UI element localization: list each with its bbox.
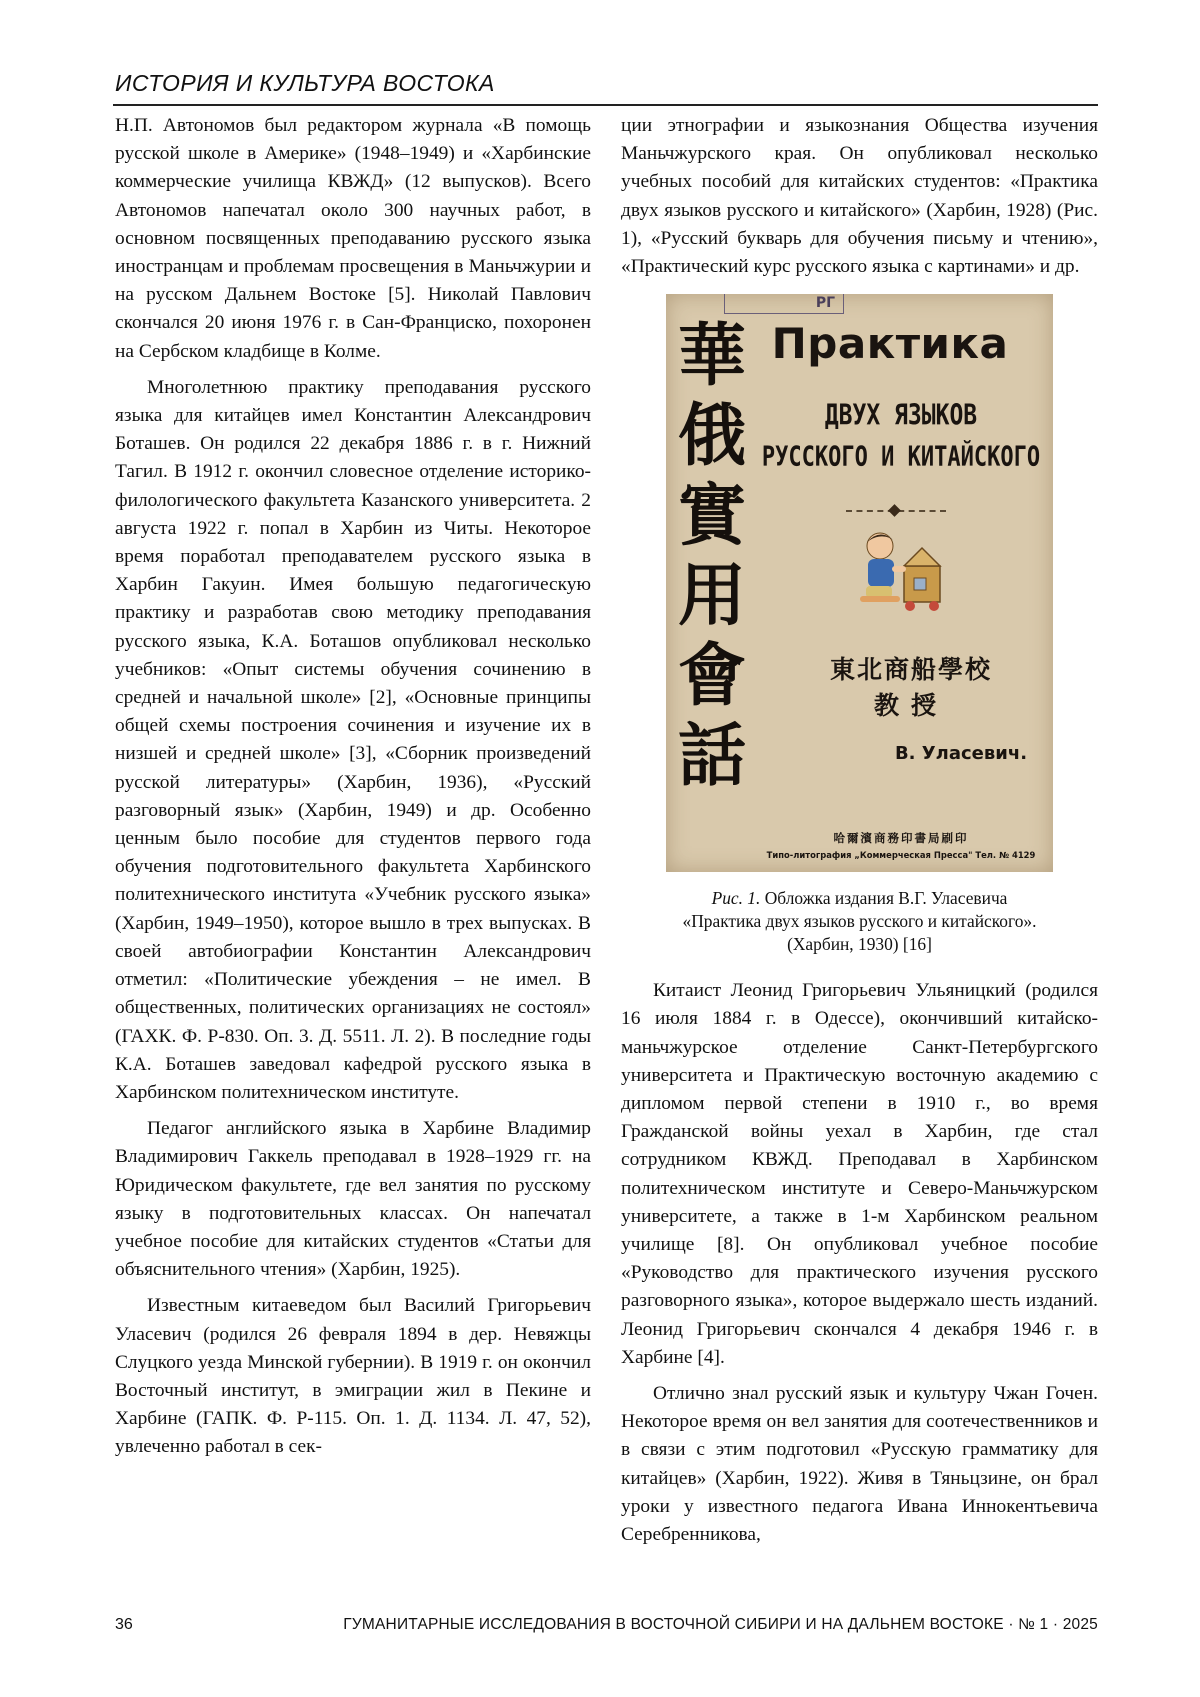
paragraph: ции этнографии и языкознания Общества изучения Маньчжурского края. Он опубликовал несколько учебных пособий для китайских студентов: «Практика двух языков русского и китайского» (Харбин, 1928) (Рис. 1), «Русский букварь для обучения письму и чтению», «Практический курс русского языка с картинами» и др.: [621, 115, 1098, 278]
caption-line2: «Практика двух языков русского и китайского».: [682, 911, 1037, 932]
cover-printer-chinese: 哈爾濱商務印書局刷印: [833, 831, 969, 846]
cover-subtitle-line1: ДВУХ ЯЗЫКОВ: [824, 399, 978, 433]
library-stamp: РГ: [724, 294, 844, 314]
right-column: [621, 112, 1098, 1557]
cover-chinese-school: 東北商船學校: [829, 655, 992, 685]
left-column: [115, 112, 591, 1470]
paragraph: Педагог английского языка в Харбине Владимир Владимирович Гаккель преподавал в 1928–1929 гг. на Юридическом факультете, где вел занятия по русскому языку в подготовительных классах. Он напечатал учебное пособие для китайских студентов «Статьи для объяснительного чтения» (Харбин, 1925).: [115, 1118, 591, 1281]
journal-footer: ГУМАНИТАРНЫЕ ИССЛЕДОВАНИЯ В ВОСТОЧНОЙ СИБИРИ И НА ДАЛЬНЕМ ВОСТОКЕ · № 1 · 2025: [343, 1616, 1098, 1633]
cover-author: В. Уласевич.: [894, 743, 1028, 765]
paragraph: Многолетнюю практику преподавания русского языка для китайцев имел Константин Александрович Боташев. Он родился 22 декабря 1886 г. в г. Нижний Тагил. В 1912 г. окончил словесное отделение историко-филологического факультета Казанского университета. 2 августа 1922 г. попал в Харбин из Читы. Некоторое время поработал преподавателем русского языка в Харбин Гакуин. Имея большую педагогическую практику и разработав свою методику преподавания русского языка, К.А. Боташов опубликовал несколько учебников: «Опыт системы обучения сочинению в средней и начальной школе» [2], «Основные принципы общей схемы построения сочинения и изучение их в низшей и средней школе» [3], «Сборник произведений русской литературы» (Харбин, 1936), «Русский разговорный язык» (Харбин, 1949) и др. Особенно ценным было пособие для студентов первого года обучения подготовительного факультета Харбинского политехнического института «Учебник русского языка» (Харбин, 1949–1950), которое вышло в трех выпусках. В своей автобиографии Константин Александрович отметил: «Политические убеждения – не имел. В общественных, политических организациях не состоял» (ГАХК. Ф. Р-830. Оп. 3. Д. 5511. Л. 2). В последние годы К.А. Боташев заведовал кафедрой русского языка в Харбинском политехническом институте.: [115, 376, 591, 1103]
child-illustration-icon: [852, 526, 952, 620]
cover-subtitle-line2: РУССКОГО И КИТАЙСКОГО: [761, 441, 1041, 474]
caption-label: Рис. 1.: [711, 888, 761, 909]
paragraph: Отлично знал русский язык и культуру Чжан Гочен. Некоторое время он вел занятия для соотечественников и в связи с этим подготовил «Русскую грамматику для китайцев» (Харбин, 1922). Живя в Тяньцзине, он брал уроки у известного педагога Ивана Иннокентьевича Серебренникова,: [621, 1383, 1098, 1546]
spacer: [621, 956, 1098, 977]
section-header: ИСТОРИЯ И КУЛЬТУРА ВОСТОКА: [115, 70, 495, 96]
page-number: 36: [115, 1616, 133, 1633]
figure-1: [621, 294, 1098, 956]
cover-title: Практика: [771, 319, 1009, 369]
caption-line3: (Харбин, 1930) [16]: [787, 934, 932, 955]
book-cover-image: [666, 294, 1053, 872]
header-rule: [113, 104, 1098, 106]
cover-vertical-chinese-title: 華俄實用會話: [677, 316, 746, 797]
caption-line1: Обложка издания В.Г. Уласевича: [764, 888, 1008, 909]
paragraph: Китаист Леонид Григорьевич Ульяницкий (родился 16 июля 1884 г. в Одессе), окончивший китайско-маньчжурское отделение Санкт-Петербургского университета и Практическую восточную академию с дипломом первой степени в 1910 г., во время Гражданской войны уехал в Харбин, где стал сотрудником КВЖД. Преподавал в Харбинском политехническом институте и Северо-Маньчжурском университете, а также в 1-м Харбинском реальном училище [8]. Он опубликовал учебное пособие «Руководство для практического изучения русского разговорного языка», которое выдержало шесть изданий. Леонид Григорьевич скончался 4 декабря 1946 г. в Харбине [4].: [621, 980, 1098, 1368]
figure-caption: [621, 887, 1098, 956]
cover-printer-russian: Типо-литография „Коммерческая Пресса" Тел. № 4129: [766, 850, 1036, 861]
cover-chinese-professor: 教授: [873, 691, 948, 721]
paragraph: Н.П. Автономов был редактором журнала «В помощь русской школе в Америке» (1948–1949) и «Харбинские коммерческие училища КВЖД» (12 выпусков). Всего Автономов напечатал около 300 научных работ, в основном посвященных преподаванию русского языка иностранцам и проблемам просвещения в Маньчжурии и на русском Дальнем Востоке [5]. Николай Павлович скончался 20 июня 1976 г. в Сан-Франциско, похоронен на Сербском кладбище в Колме.: [115, 115, 591, 362]
ornament-divider: [846, 510, 946, 514]
paragraph: Известным китаеведом был Василий Григорьевич Уласевич (родился 26 февраля 1894 в дер. Невяжцы Слуцкого уезда Минской губернии). В 1919 г. он окончил Восточный институт, в эмиграции жил в Пекине и Харбине (ГАПК. Ф. Р-115. Оп. 1. Д. 1134. Л. 47, 52), увлеченно работал в сек-: [115, 1295, 591, 1458]
